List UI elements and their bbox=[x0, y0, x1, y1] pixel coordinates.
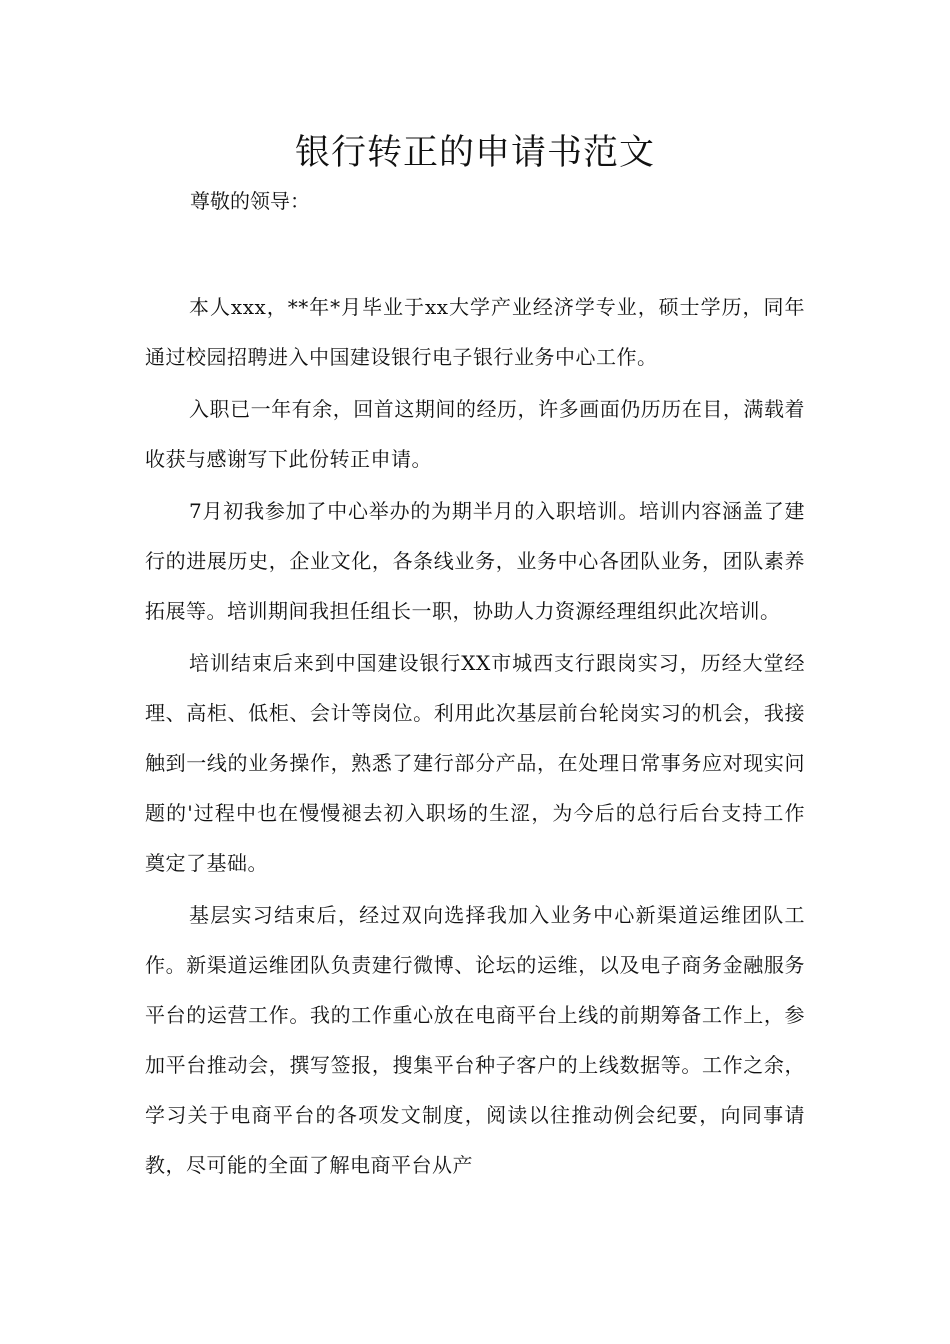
document-title: 银行转正的申请书范文 bbox=[294, 133, 655, 173]
paragraph-3: 7月初我参加了中心举办的为期半月的入职培训。培训内容涵盖了建行的进展历史，企业文化，各条线业务，业务中心各团队业务，团队素养拓展等。培训期间我担任组长一职，协助人力资源经理组织此次培训。 bbox=[145, 499, 805, 623]
salutation: 尊敬的领导： bbox=[190, 189, 310, 213]
paragraph-2: 入职已一年有余，回首这期间的经历，许多画面仍历历在目，满载着收获与感谢写下此份转正申请。 bbox=[145, 397, 805, 471]
paragraph-1: 本人xxx，**年*月毕业于xx大学产业经济学专业，硕士学历，同年通过校园招聘进入中国建设银行电子银行业务中心工作。 bbox=[145, 295, 805, 369]
document-body bbox=[145, 282, 805, 1192]
paragraph-5: 基层实习结束后，经过双向选择我加入业务中心新渠道运维团队工作。新渠道运维团队负责建行微博、论坛的运维，以及电子商务金融服务平台的运营工作。我的工作重心放在电商平台上线的前期筹备工作上，参加平台推动会，撰写签报，搜集平台种子客户的上线数据等。工作之余，学习关于电商平台的各项发文制度，阅读以往推动例会纪要，向同事请教，尽可能的全面了解电商平台从产 bbox=[145, 903, 805, 1177]
paragraph-4: 培训结束后来到中国建设银行XX市城西支行跟岗实习，历经大堂经理、高柜、低柜、会计等岗位。利用此次基层前台轮岗实习的机会，我接触到一线的业务操作，熟悉了建行部分产品，在处理日常事务应对现实问题的'过程中也在慢慢褪去初入职场的生涩，为今后的总行后台支持工作奠定了基础。 bbox=[145, 651, 805, 875]
